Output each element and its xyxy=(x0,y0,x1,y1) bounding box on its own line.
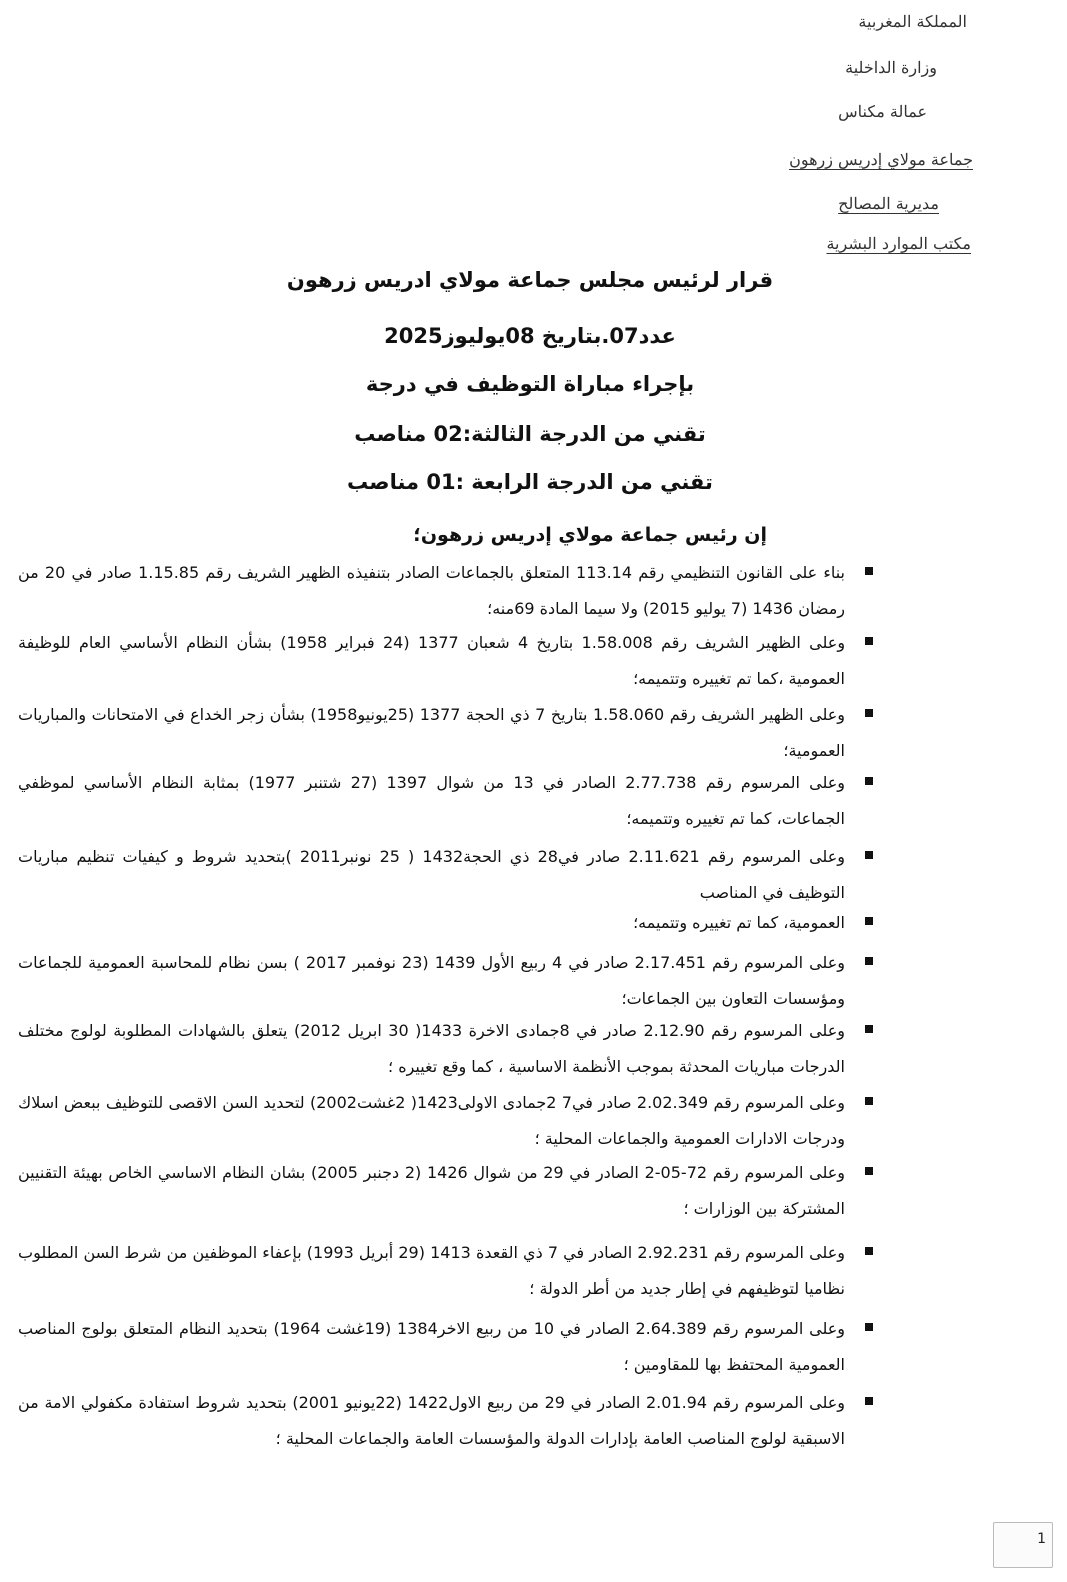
preamble-intro: إن رئيس جماعة مولاي إدريس زرهون؛ xyxy=(413,524,767,546)
title-exam: بإجراء مباراة التوظيف في درجة xyxy=(365,372,695,396)
bullet-icon xyxy=(865,917,873,925)
list-item: وعلى المرسوم رقم 2.02.349 صادر في7 2جمادى الاولى1423( 2غشت2002) لتحديد السن الاقصى للتوظيف ببعض اسلاك ودرجات الادارات العمومية والجماعات المحلية ؛ xyxy=(18,1085,845,1157)
bullet-icon xyxy=(865,1247,873,1255)
bullet-icon xyxy=(865,851,873,859)
bullet-icon xyxy=(865,1097,873,1105)
header-line-directorate: مديرية المصالح xyxy=(838,194,939,213)
bullet-icon xyxy=(865,1167,873,1175)
bullet-icon xyxy=(865,567,873,575)
list-item: وعلى المرسوم رقم 72-05-2 الصادر في 29 من شوال 1426 (2 دجنبر 2005) بشان النظام الاساسي الخاص بهيئة التقنيين المشتركة بين الوزارات ؛ xyxy=(18,1155,845,1227)
page-number-box xyxy=(993,1522,1053,1568)
header-line-commune: جماعة مولاي إدريس زرهون xyxy=(789,150,973,169)
title-number-date: عدد07.بتاريخ 08يوليوز2025 xyxy=(384,324,676,348)
bullet-icon xyxy=(865,1323,873,1331)
header-line-hr-office: مكتب الموارد البشرية xyxy=(826,234,971,253)
list-item: وعلى المرسوم رقم 2.11.621 صادر في28 ذي الحجة1432 ( 25 نونبر2011 )بتحديد شروط و كيفيات تنظيم مباريات التوظيف في المناصب xyxy=(18,839,845,911)
bullet-icon xyxy=(865,709,873,717)
bullet-icon xyxy=(865,777,873,785)
list-item: وعلى المرسوم رقم 2.12.90 صادر في 8جمادى الاخرة 1433( 30 ابريل 2012) يتعلق بالشهادات المطلوبة لولوج مختلف الدرجات مباريات المحدثة بموجب الأنظمة الاساسية ، كما وقع تغييره ؛ xyxy=(18,1013,845,1085)
list-item: بناء على القانون التنظيمي رقم 113.14 المتعلق بالجماعات الصادر بتنفيذه الظهير الشريف رقم 1.15.85 صادر في 20 من رمضان 1436 (7 يوليو 2015) ولا سيما المادة 69منه؛ xyxy=(18,555,845,627)
title-grade-3: تقني من الدرجة الثالثة:02 مناصب xyxy=(354,422,706,446)
title-grade-4: تقني من الدرجة الرابعة :01 مناصب xyxy=(347,470,713,494)
list-item: وعلى المرسوم رقم 2.92.231 الصادر في 7 ذي القعدة 1413 (29 أبريل 1993) بإعفاء الموظفين من شرط السن المطلوب نظاميا لتوظيفهم في إطار جديد من أطر الدولة ؛ xyxy=(18,1235,845,1307)
bullet-icon xyxy=(865,1397,873,1405)
header-line-prefecture: عمالة مكناس xyxy=(838,102,927,121)
list-item: وعلى المرسوم رقم 2.64.389 الصادر في 10 من ربيع الاخر1384 (19غشت 1964) بتحديد النظام المتعلق بولوج المناصب العمومية المحتفظ بها للمقاومين ؛ xyxy=(18,1311,845,1383)
header-line-ministry: وزارة الداخلية xyxy=(845,58,937,77)
list-item: وعلى الظهير الشريف رقم 1.58.008 بتاريخ 4 شعبان 1377 (24 فبراير 1958) بشأن النظام الأساسي العام للوظيفة العمومية ،كما تم تغييره وتتميمه؛ xyxy=(18,625,845,697)
bullet-icon xyxy=(865,957,873,965)
list-item: وعلى المرسوم رقم 2.77.738 الصادر في 13 من شوال 1397 (27 شتنبر 1977) بمثابة النظام الأساسي لموظفي الجماعات، كما تم تغييره وتتميمه؛ xyxy=(18,765,845,837)
header-line-kingdom: المملكة المغربية xyxy=(858,12,967,31)
bullet-icon xyxy=(865,1025,873,1033)
bullet-icon xyxy=(865,637,873,645)
list-item: وعلى المرسوم رقم 2.17.451 صادر في 4 ربيع الأول 1439 (23 نوفمبر 2017 ) بسن نظام للمحاسبة العمومية للجماعات ومؤسسات التعاون بين الجماعات؛ xyxy=(18,945,845,1017)
page-number: 1 xyxy=(1037,1531,1046,1547)
list-item: وعلى الظهير الشريف رقم 1.58.060 بتاريخ 7 ذي الحجة 1377 (25يونيو1958) بشأن زجر الخداع في الامتحانات والمباريات العمومية؛ xyxy=(18,697,845,769)
list-item: العمومية، كما تم تغييره وتتميمه؛ xyxy=(18,905,845,941)
title-decision: قرار لرئيس مجلس جماعة مولاي ادريس زرهون xyxy=(286,268,774,292)
list-item: وعلى المرسوم رقم 2.01.94 الصادر في 29 من ربيع الاول1422 (22يونيو 2001) بتحديد شروط استفادة مكفولي الامة من الاسبقية لولوج المناصب العامة بإدارات الدولة والمؤسسات العامة والجماعات المحلية ؛ xyxy=(18,1385,845,1457)
